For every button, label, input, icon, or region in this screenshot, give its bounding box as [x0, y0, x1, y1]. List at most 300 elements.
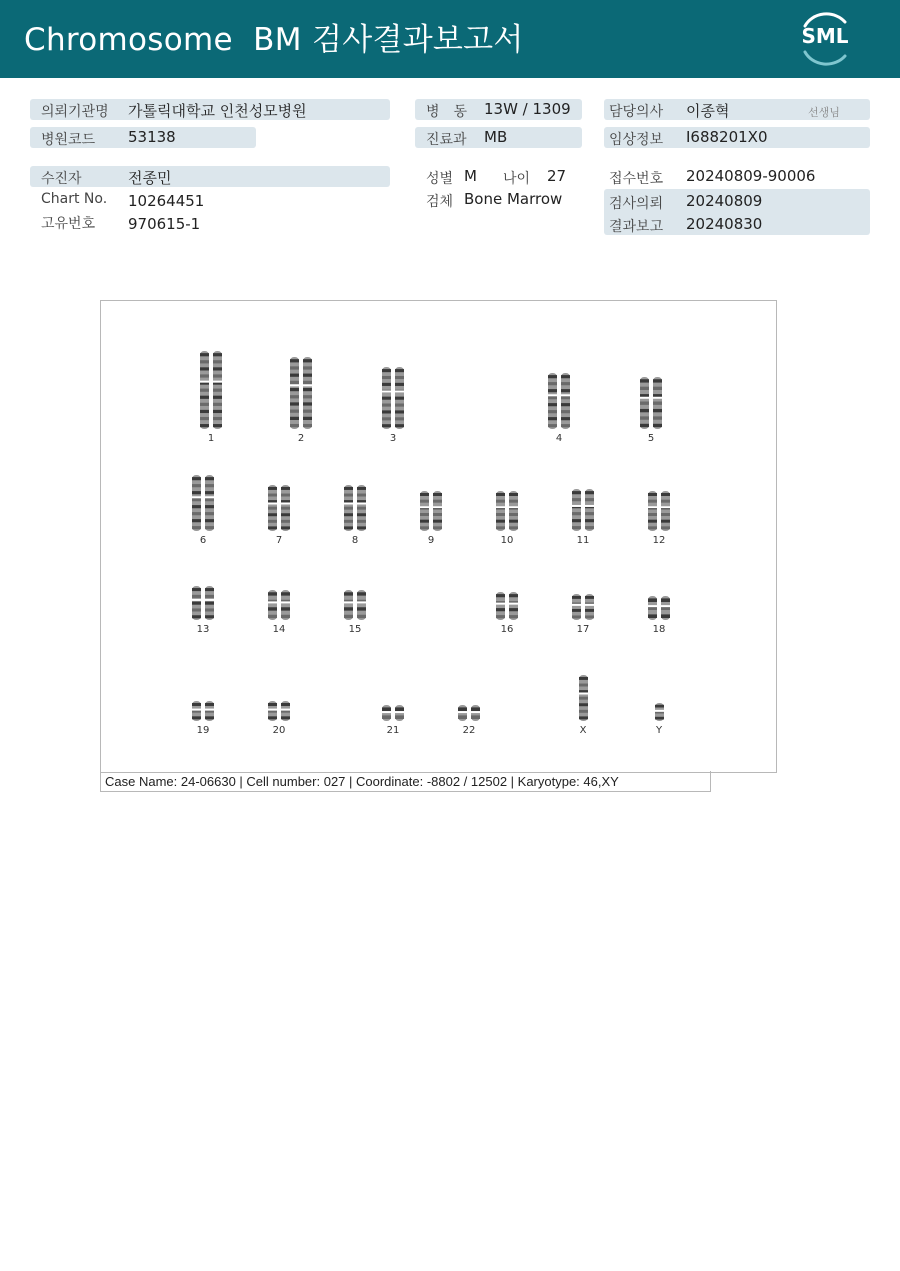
chromosome-band: [357, 507, 366, 510]
chromosome-band: [653, 424, 662, 427]
clinical-label: 임상정보: [609, 132, 664, 148]
logo-text: SML: [801, 24, 849, 48]
doctor-value: 이종혁: [686, 102, 730, 120]
centromere: [572, 604, 582, 606]
centromere: [205, 496, 215, 498]
chromosome-band: [268, 494, 277, 497]
chromosome-band: [192, 505, 201, 508]
chromosome-band: [585, 512, 594, 515]
centromere: [572, 505, 582, 507]
chromosome-band: [572, 526, 581, 529]
chromosome-band: [579, 710, 588, 713]
chromosome-band: [290, 359, 299, 362]
specimen-label: 검체: [426, 194, 454, 210]
chromosome-band: [585, 491, 594, 494]
centromere: [268, 502, 278, 504]
chromosome-band: [205, 505, 214, 508]
chromosome-band: [303, 388, 312, 391]
chromosome-band: [395, 369, 404, 372]
chromosome-band: [382, 707, 391, 711]
chromosome-band: [640, 424, 649, 427]
chromosome-band: [382, 369, 391, 372]
chromosome-band: [290, 417, 299, 420]
chromosome-band: [585, 498, 594, 501]
chromosome-band: [200, 417, 209, 420]
chromosome-band: [561, 396, 570, 399]
chromosome-4-pair: [546, 371, 572, 431]
chromosome-band: [281, 615, 290, 618]
chromosome-band: [420, 513, 429, 516]
chromosome-band: [640, 409, 649, 412]
chromosome-21-pair: [380, 703, 406, 723]
id-label: 고유번호: [41, 216, 96, 232]
chromosome-band: [213, 396, 222, 399]
chromosome-band: [548, 375, 557, 378]
chromosome-band: [648, 520, 657, 523]
chromosome-band: [661, 500, 670, 503]
chromosome-band: [281, 513, 290, 516]
chromosome-label-13: 13: [196, 624, 210, 635]
chromatid: [205, 475, 214, 531]
chromosome-band: [200, 410, 209, 413]
chromosome-10-pair: [494, 489, 520, 533]
chromosome-band: [192, 602, 201, 605]
chromosome-band: [579, 697, 588, 700]
chromosome-band: [496, 520, 505, 523]
chromosome-band: [661, 614, 670, 618]
chromosome-band: [496, 513, 505, 516]
karyogram-image: [100, 300, 777, 773]
chromosome-band: [192, 519, 201, 522]
chromosome-band: [382, 404, 391, 407]
chromosome-band: [200, 353, 209, 356]
chromosome-band: [572, 609, 581, 612]
chromosome-band: [290, 374, 299, 377]
chromosome-band: [192, 615, 201, 618]
chromosome-label-2: 2: [297, 433, 305, 444]
chromosome-band: [205, 526, 214, 529]
chromosome-9-pair: [418, 489, 444, 533]
centromere: [458, 711, 468, 713]
chromosome-label-Y: Y: [655, 725, 663, 736]
centromere: [395, 391, 405, 393]
chromosome-band: [572, 491, 581, 494]
chromosome-band: [433, 526, 442, 529]
chromosome-band: [496, 493, 505, 496]
patient-value: 전종민: [128, 169, 172, 187]
chromosome-band: [268, 716, 277, 719]
centromere: [192, 599, 202, 601]
chromosome-5-pair: [638, 375, 664, 431]
chromosome-band: [661, 493, 670, 496]
chromosome-band: [268, 526, 277, 529]
chromosome-band: [509, 526, 518, 529]
chromosome-band: [205, 498, 214, 501]
chromosome-band: [661, 526, 670, 529]
chromosome-band: [268, 607, 277, 610]
chromosome-band: [585, 596, 594, 599]
centromere: [382, 391, 392, 393]
chromosome-band: [433, 500, 442, 503]
chromosome-band: [192, 588, 201, 591]
chromosome-band: [640, 416, 649, 419]
patient-box: [30, 166, 390, 187]
chromosome-band: [213, 374, 222, 377]
chromosome-band: [268, 520, 277, 523]
chromosome-15-pair: [342, 588, 368, 622]
chromosome-band: [561, 424, 570, 427]
chromosome-band: [395, 424, 404, 427]
chromatid: [585, 489, 594, 531]
chromosome-band: [290, 395, 299, 398]
dept-value: MB: [484, 128, 508, 146]
institution-value: 가톨릭대학교 인천성모병원: [128, 102, 307, 120]
chromosome-band: [661, 598, 670, 602]
chromosome-band: [192, 716, 201, 719]
chromosome-2-pair: [288, 355, 314, 431]
chromosome-band: [585, 609, 594, 612]
chromosome-14-pair: [266, 588, 292, 622]
chromosome-band: [281, 716, 290, 719]
chromosome-band: [382, 410, 391, 413]
chromosome-band: [548, 403, 557, 406]
chromosome-band: [420, 500, 429, 503]
chromosome-band: [653, 402, 662, 405]
chromosome-band: [433, 493, 442, 496]
chromosome-band: [200, 403, 209, 406]
chromosome-band: [192, 512, 201, 515]
chromosome-band: [458, 715, 467, 719]
chromosome-band: [213, 417, 222, 420]
chromosome-label-9: 9: [427, 535, 435, 546]
chromosome-band: [344, 507, 353, 510]
receipt-label: 접수번호: [609, 171, 664, 187]
chromosome-label-11: 11: [576, 535, 590, 546]
chromosome-label-1: 1: [207, 433, 215, 444]
chromosome-label-17: 17: [576, 624, 590, 635]
sml-logo: [795, 12, 855, 66]
chromosome-band: [579, 716, 588, 719]
chromosome-band: [268, 513, 277, 516]
chromosome-band: [303, 366, 312, 369]
chromosome-band: [548, 410, 557, 413]
chromosome-band: [192, 477, 201, 480]
chromosome-band: [290, 381, 299, 384]
chromosome-label-22: 22: [462, 725, 476, 736]
chromosome-band: [382, 376, 391, 379]
chromosome-band: [395, 410, 404, 413]
chromosome-band: [585, 519, 594, 522]
chromosome-band: [640, 402, 649, 405]
chromosome-band: [344, 607, 353, 610]
chromosome-band: [205, 602, 214, 605]
chromosome-band: [653, 409, 662, 412]
chromosome-label-21: 21: [386, 725, 400, 736]
chromosome-band: [213, 353, 222, 356]
chromosome-band: [496, 500, 505, 503]
centromere: [496, 603, 506, 605]
centromere: [654, 710, 664, 712]
doctor-suffix: 선생님: [808, 106, 840, 119]
chromosome-band: [281, 520, 290, 523]
chromosome-band: [561, 389, 570, 392]
centromere: [205, 709, 215, 711]
chromosome-band: [572, 519, 581, 522]
chromosome-band: [205, 519, 214, 522]
chromosome-band: [509, 493, 518, 496]
report-title: Chromosome BM 검사결과보고서: [24, 22, 524, 58]
clinical-value: I688201X0: [686, 128, 768, 146]
chromosome-band: [205, 512, 214, 515]
chromosome-label-14: 14: [272, 624, 286, 635]
centromere: [281, 709, 291, 711]
chromosome-label-19: 19: [196, 725, 210, 736]
chromosome-band: [648, 493, 657, 496]
centromere: [382, 711, 392, 713]
chromosome-band: [357, 494, 366, 497]
chromosome-band: [357, 487, 366, 490]
ward-label: 병 동: [426, 104, 468, 120]
chromosome-band: [433, 520, 442, 523]
chromosome-band: [572, 615, 581, 618]
chromosome-band: [192, 608, 201, 611]
centromere: [268, 601, 278, 603]
chromosome-band: [382, 383, 391, 386]
centromere: [205, 599, 215, 601]
centromere: [561, 394, 571, 396]
centromere: [578, 692, 588, 694]
chromosome-band: [655, 717, 664, 720]
chromosome-band: [395, 397, 404, 400]
centromere: [192, 709, 202, 711]
centromere: [471, 711, 481, 713]
chromosome-label-X: X: [579, 725, 587, 736]
chromosome-band: [192, 595, 201, 598]
chromosome-band: [357, 526, 366, 529]
chart-value: 10264451: [128, 192, 205, 210]
chromosome-8-pair: [342, 483, 368, 533]
chromosome-band: [471, 715, 480, 719]
dept-label: 진료과: [426, 132, 467, 148]
centromere: [357, 601, 367, 603]
patient-label: 수진자: [41, 171, 82, 187]
centromere: [509, 603, 519, 605]
chromosome-band: [433, 513, 442, 516]
chromosome-band: [661, 513, 670, 516]
request-label: 검사의뢰: [609, 196, 664, 212]
chromosome-3-pair: [380, 365, 406, 431]
chromatid: [192, 475, 201, 531]
chromosome-band: [561, 410, 570, 413]
chromosome-band: [548, 424, 557, 427]
chromosome-label-7: 7: [275, 535, 283, 546]
chromosome-band: [648, 614, 657, 618]
chromosome-band: [290, 402, 299, 405]
chromosome-band: [648, 500, 657, 503]
centromere: [213, 381, 223, 383]
chromosome-band: [382, 417, 391, 420]
chromosome-band: [281, 703, 290, 706]
chromosome-band: [303, 381, 312, 384]
centromere: [290, 384, 300, 386]
centromere: [640, 397, 650, 399]
chromosome-label-6: 6: [199, 535, 207, 546]
centromere: [344, 502, 354, 504]
chromatid: [572, 489, 581, 531]
chromosome-band: [395, 383, 404, 386]
chromosome-band: [509, 500, 518, 503]
chromosome-band: [357, 607, 366, 610]
chromosome-20-pair: [266, 699, 292, 723]
chromosome-band: [382, 397, 391, 400]
chromosome-band: [344, 526, 353, 529]
chromosome-band: [344, 592, 353, 595]
chromosome-7-pair: [266, 483, 292, 533]
chromosome-band: [268, 592, 277, 595]
chromosome-band: [290, 410, 299, 413]
chromosome-Y-pair: [653, 701, 666, 723]
chromatid: [509, 491, 518, 531]
chart-label: Chart No.: [41, 191, 108, 207]
chromatid: [420, 491, 429, 531]
chromosome-band: [585, 615, 594, 618]
centromere: [420, 506, 430, 508]
chromosome-band: [344, 615, 353, 618]
chromosome-band: [205, 615, 214, 618]
chromosome-band: [303, 359, 312, 362]
chromosome-band: [268, 703, 277, 706]
centromere: [357, 502, 367, 504]
centromere: [653, 397, 663, 399]
centromere: [661, 605, 671, 607]
centromere: [661, 506, 671, 508]
chromosome-band: [509, 520, 518, 523]
chromosome-band: [496, 526, 505, 529]
chromosome-band: [548, 382, 557, 385]
request-value: 20240809: [686, 192, 763, 210]
hospital-code-value: 53138: [128, 128, 176, 146]
chromosome-band: [205, 608, 214, 611]
chromosome-band: [653, 416, 662, 419]
chromosome-band: [648, 526, 657, 529]
chromosome-band: [572, 498, 581, 501]
chromosome-band: [200, 396, 209, 399]
centromere: [648, 506, 658, 508]
chromosome-band: [509, 513, 518, 516]
chromosome-band: [213, 410, 222, 413]
chromosome-band: [281, 507, 290, 510]
chromosome-band: [395, 417, 404, 420]
chromosome-band: [205, 491, 214, 494]
id-value: 970615-1: [128, 215, 201, 233]
chromosome-label-16: 16: [500, 624, 514, 635]
chromosome-band: [458, 707, 467, 711]
chromosome-band: [213, 360, 222, 363]
chromosome-6-pair: [190, 473, 216, 533]
chromosome-band: [200, 367, 209, 370]
chromosome-band: [420, 526, 429, 529]
chromosome-label-5: 5: [647, 433, 655, 444]
doctor-label: 담당의사: [609, 104, 664, 120]
centromere: [192, 496, 202, 498]
chromosome-band: [344, 513, 353, 516]
chromosome-band: [382, 715, 391, 719]
chromosome-band: [213, 403, 222, 406]
centromere: [585, 505, 595, 507]
chromosome-band: [640, 387, 649, 390]
chromosome-band: [420, 520, 429, 523]
chromosome-band: [303, 374, 312, 377]
chromosome-19-pair: [190, 699, 216, 723]
chromosome-band: [395, 715, 404, 719]
chromosome-band: [200, 374, 209, 377]
centromere: [281, 502, 291, 504]
centromere: [303, 384, 313, 386]
chromosome-band: [509, 615, 518, 618]
chromosome-band: [290, 366, 299, 369]
chromosome-band: [281, 607, 290, 610]
centromere: [585, 604, 595, 606]
report-header: [0, 0, 900, 78]
chromosome-band: [579, 684, 588, 687]
specimen-value: Bone Marrow: [464, 190, 563, 208]
centromere: [509, 506, 519, 508]
chromosome-band: [496, 615, 505, 618]
chromosome-band: [281, 487, 290, 490]
chromosome-band: [268, 507, 277, 510]
chromosome-band: [496, 608, 505, 611]
chromosome-band: [548, 389, 557, 392]
chromosome-band: [192, 484, 201, 487]
chromosome-band: [205, 703, 214, 706]
chromosome-band: [357, 520, 366, 523]
centromere: [268, 709, 278, 711]
chromosome-band: [281, 494, 290, 497]
chromosome-band: [548, 417, 557, 420]
chromosome-band: [213, 367, 222, 370]
chromosome-band: [561, 403, 570, 406]
hospital-code-label: 병원코드: [41, 132, 96, 148]
chromosome-band: [561, 375, 570, 378]
chromosome-band: [357, 615, 366, 618]
age-value: 27: [547, 167, 567, 185]
chromosome-band: [303, 402, 312, 405]
chromosome-band: [192, 526, 201, 529]
chromosome-band: [572, 512, 581, 515]
ward-value: 13W / 1309: [484, 100, 571, 118]
chromosome-band: [655, 705, 664, 708]
chromosome-1-pair: [198, 349, 224, 431]
chromatid: [648, 491, 657, 531]
chromatid: [548, 373, 557, 429]
chromosome-band: [496, 594, 505, 597]
chromosome-band: [509, 608, 518, 611]
receipt-value: 20240809-90006: [686, 167, 816, 185]
chromatid: [561, 373, 570, 429]
chromosome-band: [395, 376, 404, 379]
chromosome-band: [268, 487, 277, 490]
chromosome-11-pair: [570, 487, 596, 533]
chromosome-band: [648, 513, 657, 516]
chromosome-band: [561, 382, 570, 385]
chromosome-band: [640, 379, 649, 382]
centromere: [433, 506, 443, 508]
chromosome-band: [303, 424, 312, 427]
centromere: [548, 394, 558, 396]
chromosome-band: [344, 487, 353, 490]
chromosome-band: [281, 526, 290, 529]
chromosome-band: [579, 703, 588, 706]
